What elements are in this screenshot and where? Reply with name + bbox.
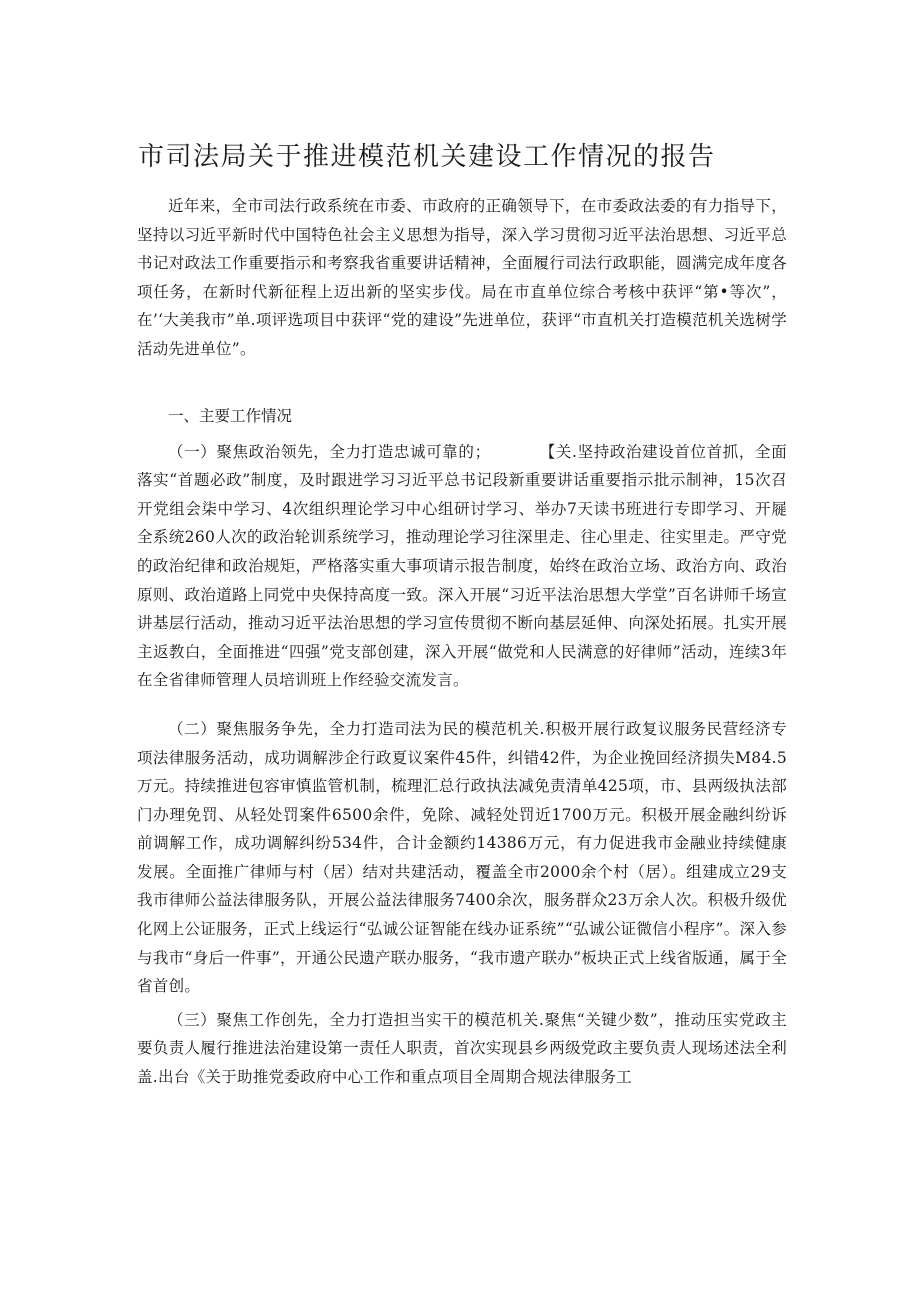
document-body [137, 192, 787, 1092]
document-title: 市司法局关于推进模范机关建设工作情况的报告 [138, 142, 716, 172]
intro-paragraph: 近年来，全市司法行政系统在市委、市政府的正确领导下，在市委政法委的有力指导下，坚持以习近平新时代中国特色社会主义思想为指导，深入学习贯彻习近平法治思想、习近平总书记对政法工作重要指示和考察我省重要讲话精神，全面履行司法行政职能，圆满完成年度各项任务，在新时代新征程上迈出新的坚实步伐。局在市直单位综合考核中获评“第•等次”，在’‘大美我市”单.项评选项目中获评“党的建设”先进单位，获评“市直机关打造模范机关选树学活动先进单位”。 [137, 197, 787, 358]
section-paragraph-3: （三）聚焦工作创先，全力打造担当实干的模范机关.聚焦“关键少数”，推动压实党政主要负责人履行推进法治建设第一责任人职责，首次实现县乡两级党政主要负责人现场述法全利盖.出台《关于助推党委政府中心工作和重点项目全周期合规法律服务工 [137, 1010, 787, 1087]
section-heading: 一、主要工作情况 [168, 406, 293, 425]
section-paragraph-2: （二）聚焦服务争先，全力打造司法为民的模范机关.积极开展行政复议服务民营经济专项法律服务活动，成功调解涉企行政夏议案件45件，纠错42件，为企业挽回经济损失M84.5万元。持续推进包容审慎监管机制，梳理汇总行政执法减免责清单425项，市、县两级执法部门办理免罚、从轻处罚案件6500余件，免除、减轻处罚近1700万元。积极开展金融纠纷诉前调解工作，成功调解纠纷534件，合计金额约14386万元，有力促进我市金融业持续健康发展。全面推广律师与村（居）结对共建活动，覆盖全市2000余个村（居）。组建成立29支我市律师公益法律服务队，开展公益法律服务7400余次，服务群众23万余人次。积极升级优化网上公证服务，正式上线运行“弘诚公证智能在线办证系统”“弘诚公证微信小程序”。深入参与我市“身后一件事”，开通公民遗产联办服务，“我市遗产联办”板块正式上线省版通，属于全省首创。 [137, 719, 787, 996]
section-paragraph-1: （一）聚焦政治领先，全力打造忠诚可靠的； 【关.坚持政治建设首位首抓，全面落实“首题必政”制度，及时跟进学习习近平总书记段新重要讲话重要指示批示制神，15次召开党组会柒中学习、4次组织理论学习中心组研讨学习、举办7天读书班进行专即学习、开屣全系统260人次的政治轮训系统学习，推动理论学习往深里走、往心里走、往实里走。严守党的政治纪律和政治规矩，严格落实重大事项请示报告制度，始终在政治立场、政治方向、政治原则、政治道路上同党中央保持高度一致。深入开展“习近平法治思想大学堂”百名讲师千场宣讲基层行活动，推动习近平法治思想的学习宣传贯彻不断向基层延伸、向深处拓展。扎实开展主返教白，全面推进“四强”党支部创建，深入开展“做党和人民满意的好律师”活动，连续3年在全省律师管理人员培训班上作经验交流发言。 [137, 442, 787, 690]
